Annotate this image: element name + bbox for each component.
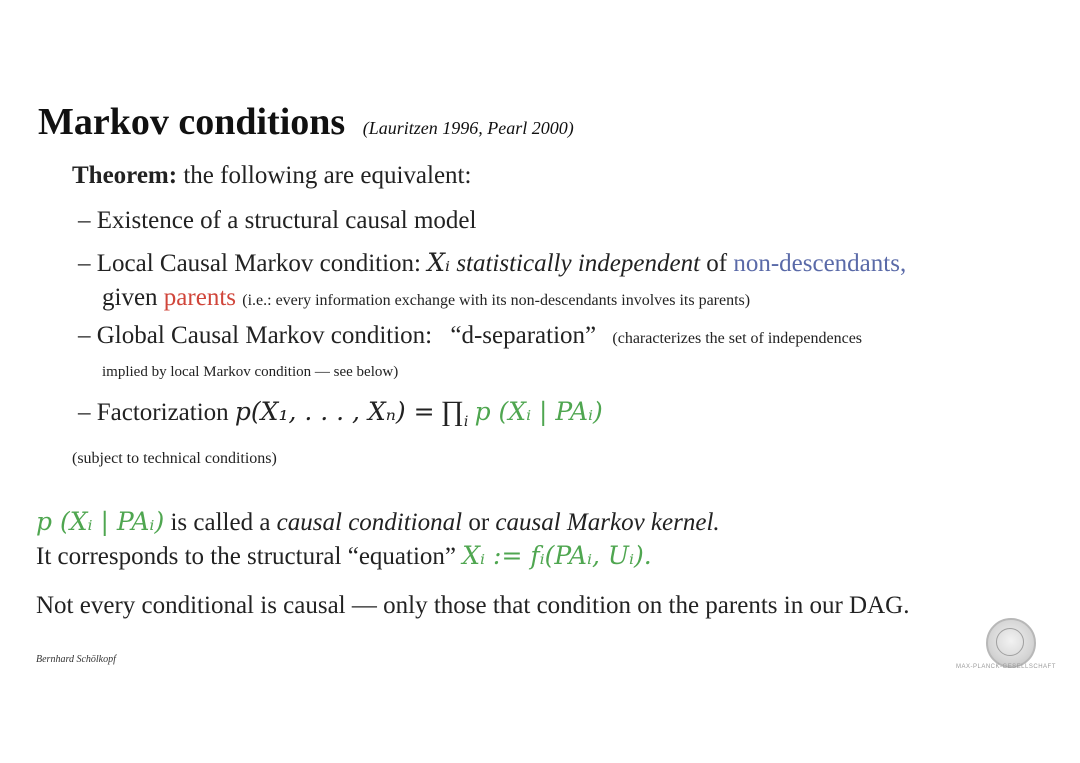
item-structural-model xyxy=(78,207,476,235)
last-line xyxy=(36,592,909,620)
kernel-line xyxy=(36,507,720,537)
corresponds-line xyxy=(36,541,652,571)
local-markov-of: of xyxy=(706,250,728,277)
global-markov-note-2-text: implied by local Markov condition — see below) xyxy=(102,364,399,380)
title-text: Markov conditions xyxy=(38,101,346,143)
kernel-text: is called a xyxy=(170,509,271,536)
structural-equation: Xᵢ := fᵢ(PAᵢ, Uᵢ). xyxy=(462,541,652,570)
item-local-markov xyxy=(78,248,906,278)
theorem-line xyxy=(72,162,471,190)
global-markov-note-1: (characterizes the set of independences xyxy=(612,330,863,347)
max-planck-seal-icon xyxy=(986,618,1036,668)
slide-title xyxy=(38,100,574,144)
product-symbol: ∏ xyxy=(440,396,464,427)
product-subscript: i xyxy=(463,414,469,430)
subject-note xyxy=(72,450,277,468)
item-structural-model-text: – Existence of a structural causal model xyxy=(78,207,477,234)
corresponds-text: It corresponds to the structural “equation” xyxy=(36,543,456,570)
subject-note-text: (subject to technical conditions) xyxy=(72,450,277,467)
author-footer xyxy=(36,654,116,665)
item-local-markov-cont xyxy=(102,284,750,312)
factorization-label: – Factorization xyxy=(78,399,229,426)
item-global-markov xyxy=(78,322,862,350)
local-markov-italic: statistically independent xyxy=(456,250,701,277)
kernel-formula: p (Xᵢ | PAᵢ) xyxy=(36,507,165,536)
seal-caption xyxy=(956,664,1056,670)
non-descendants-term: non-descendants, xyxy=(733,250,907,277)
item-factorization xyxy=(78,396,603,430)
d-separation-term: “d-separation” xyxy=(450,322,597,349)
seal-caption-text: MAX-PLANCK-GESELLSCHAFT xyxy=(956,664,1056,670)
theorem-text: the following are equivalent: xyxy=(183,162,472,189)
local-markov-note: (i.e.: every information exchange with its non-descendants involves its parents) xyxy=(242,292,751,309)
kernel-or: or xyxy=(468,509,490,536)
seal-inner-ring xyxy=(996,628,1024,656)
factorization-lhs: p(X₁, . . . , Xₙ) = xyxy=(234,397,435,426)
author-name: Bernhard Schölkopf xyxy=(36,654,116,665)
global-markov-note-2 xyxy=(102,364,398,381)
local-markov-var: Xᵢ xyxy=(427,248,451,277)
causal-conditional-term: causal conditional xyxy=(276,509,463,536)
factorization-rhs: p (Xᵢ | PAᵢ) xyxy=(474,397,603,426)
given-text: given xyxy=(102,284,158,311)
last-line-text: Not every conditional is causal — only those that condition on the parents in our DAG. xyxy=(36,592,910,619)
title-citation: (Lauritzen 1996, Pearl 2000) xyxy=(362,118,574,138)
causal-markov-kernel-term: causal Markov kernel. xyxy=(495,509,720,536)
global-markov-label: – Global Causal Markov condition: xyxy=(78,322,433,349)
parents-term: parents xyxy=(163,284,236,311)
theorem-label: Theorem: xyxy=(72,162,178,189)
local-markov-label: – Local Causal Markov condition: xyxy=(78,250,421,277)
